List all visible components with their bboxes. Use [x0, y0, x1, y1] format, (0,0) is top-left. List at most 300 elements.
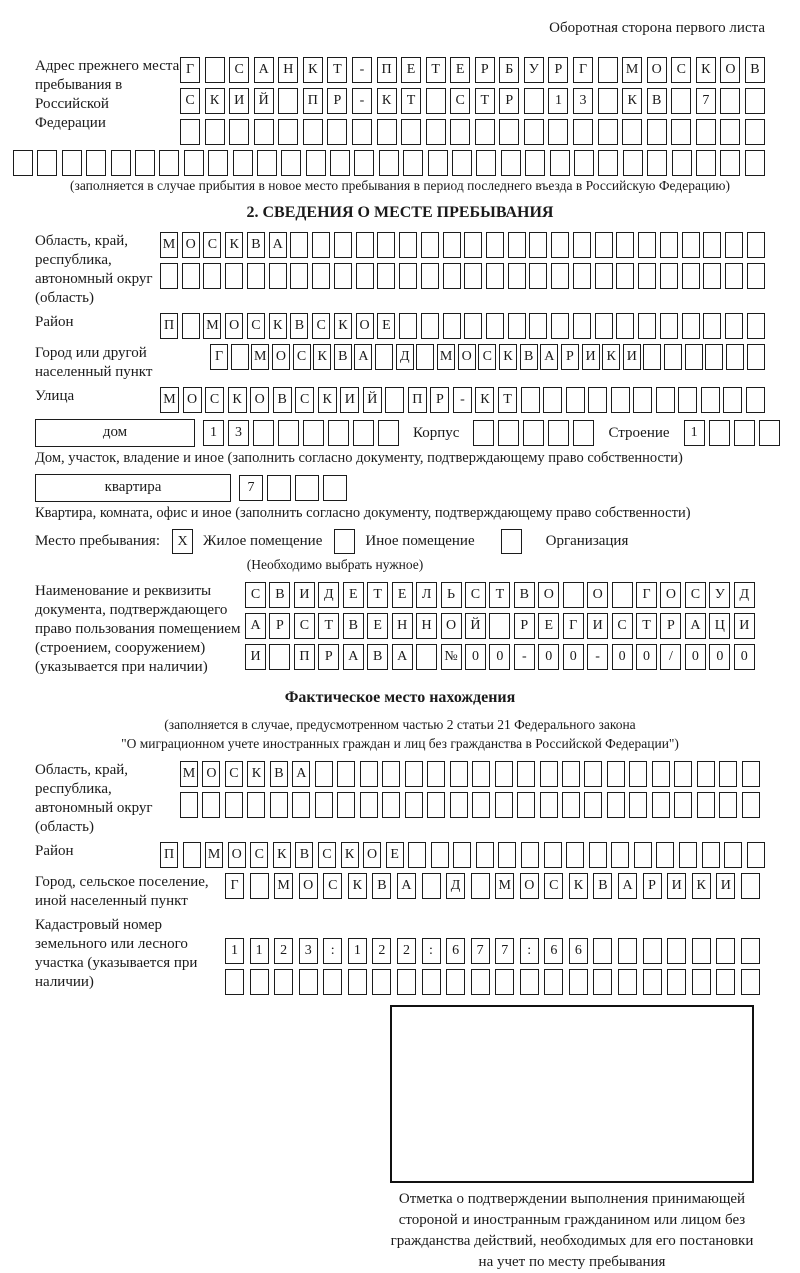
char-cell	[403, 150, 423, 176]
char-cell: А	[269, 232, 287, 258]
char-cell	[290, 232, 308, 258]
char-cell	[709, 420, 730, 446]
stay-type-label: Место пребывания:	[35, 533, 160, 549]
fact-note-1: (заполняется в случае, предусмотренном частью 2 статьи 21 Федерального закона	[164, 717, 636, 732]
char-cell	[523, 420, 544, 446]
doc-row-3	[245, 644, 755, 670]
char-cell: Б	[499, 57, 519, 83]
stay-type-line	[35, 529, 765, 554]
char-cell: К	[318, 387, 337, 413]
char-cell: К	[303, 57, 323, 83]
char-cell	[421, 232, 439, 258]
char-cell	[379, 150, 399, 176]
char-cell: 0	[636, 644, 657, 670]
char-cell	[611, 842, 629, 868]
char-cell	[353, 420, 374, 446]
char-cell	[692, 938, 711, 964]
char-cell	[247, 792, 265, 818]
doc-block	[35, 582, 765, 677]
char-cell	[475, 119, 495, 145]
char-cell: М	[160, 387, 179, 413]
doc-rows	[245, 582, 755, 670]
char-cell: Е	[401, 57, 421, 83]
char-cell: Т	[426, 57, 446, 83]
char-cell	[416, 644, 437, 670]
char-cell: 6	[569, 938, 588, 964]
char-cell	[551, 232, 569, 258]
char-cell: Т	[489, 582, 510, 608]
char-cell	[472, 761, 490, 787]
char-cell	[205, 57, 225, 83]
char-cell: Е	[367, 613, 388, 639]
char-cell: М	[274, 873, 293, 899]
checkbox-inoe	[334, 529, 355, 554]
back-side-note: Оборотная сторона первого листа	[549, 20, 765, 36]
char-cell	[180, 792, 198, 818]
char-cell	[696, 119, 716, 145]
char-cell: В	[273, 387, 292, 413]
char-cell: В	[334, 344, 352, 370]
char-cell	[159, 150, 179, 176]
char-cell: Й	[363, 387, 382, 413]
korpus-label: Корпус	[413, 424, 460, 441]
char-cell	[472, 792, 490, 818]
char-cell	[521, 387, 540, 413]
char-cell	[292, 792, 310, 818]
fact-title: Фактическое место нахождения	[284, 689, 516, 706]
char-cell	[405, 792, 423, 818]
char-cell	[408, 842, 426, 868]
char-cell	[652, 761, 670, 787]
char-cell	[544, 969, 563, 995]
char-cell: К	[228, 387, 247, 413]
char-cell: А	[245, 613, 266, 639]
char-cell: В	[514, 582, 535, 608]
char-cell	[741, 938, 760, 964]
char-cell	[716, 969, 735, 995]
char-cell: Д	[446, 873, 465, 899]
char-cell	[498, 420, 519, 446]
char-cell	[508, 232, 526, 258]
char-cell: И	[587, 613, 608, 639]
stroenie-label: Строение	[608, 424, 670, 441]
stroenie-cells	[684, 420, 780, 446]
char-cell: П	[160, 842, 178, 868]
char-cell	[679, 842, 697, 868]
char-cell	[734, 420, 755, 446]
char-cell	[508, 263, 526, 289]
char-cell	[422, 873, 441, 899]
char-cell: О	[660, 582, 681, 608]
district-row	[160, 313, 765, 339]
district-block	[35, 313, 765, 339]
char-cell: В	[367, 644, 388, 670]
char-cell	[629, 792, 647, 818]
char-cell: В	[745, 57, 765, 83]
char-cell	[452, 150, 472, 176]
char-cell: В	[247, 232, 265, 258]
char-cell	[759, 420, 780, 446]
char-cell	[598, 57, 618, 83]
char-cell	[377, 263, 395, 289]
char-cell: В	[270, 761, 288, 787]
char-cell: Р	[514, 613, 535, 639]
char-cell	[529, 232, 547, 258]
char-cell	[203, 263, 221, 289]
checkbox-org	[501, 529, 522, 554]
stamp-area	[357, 1005, 787, 1273]
char-cell	[521, 842, 539, 868]
street-label: Улица	[35, 388, 75, 404]
street-row	[160, 387, 765, 413]
char-cell	[720, 119, 740, 145]
char-cell	[629, 761, 647, 787]
prev-address-block	[35, 57, 765, 145]
char-cell	[377, 232, 395, 258]
char-cell: О	[225, 313, 243, 339]
char-cell	[334, 232, 352, 258]
char-cell	[421, 263, 439, 289]
house-line	[35, 419, 765, 447]
char-cell	[678, 387, 697, 413]
char-cell	[697, 761, 715, 787]
char-cell	[607, 792, 625, 818]
char-cell	[573, 313, 591, 339]
char-cell: 1	[348, 938, 367, 964]
char-cell: :	[323, 938, 342, 964]
char-cell	[431, 842, 449, 868]
char-cell	[182, 263, 200, 289]
char-cell	[573, 263, 591, 289]
char-cell	[281, 150, 301, 176]
char-cell: Е	[538, 613, 559, 639]
char-cell: К	[475, 387, 494, 413]
char-cell: И	[582, 344, 600, 370]
char-cell: М	[180, 761, 198, 787]
char-cell: Д	[396, 344, 414, 370]
char-cell: 2	[397, 938, 416, 964]
char-cell	[354, 150, 374, 176]
char-cell: С	[465, 582, 486, 608]
char-cell: С	[312, 313, 330, 339]
char-cell	[253, 420, 274, 446]
char-cell: 1	[203, 420, 224, 446]
char-cell: К	[334, 313, 352, 339]
char-cell	[270, 792, 288, 818]
char-cell: К	[313, 344, 331, 370]
char-cell	[486, 232, 504, 258]
city-label: Город или другой населенный пункт	[35, 345, 153, 380]
char-cell: Р	[548, 57, 568, 83]
char-cell	[719, 761, 737, 787]
char-cell	[356, 263, 374, 289]
char-cell	[62, 150, 82, 176]
char-cell	[427, 792, 445, 818]
char-cell: К	[341, 842, 359, 868]
char-cell	[401, 119, 421, 145]
char-cell	[647, 119, 667, 145]
option-org-label: Организация	[545, 533, 629, 549]
char-cell	[593, 969, 612, 995]
char-cell: С	[544, 873, 563, 899]
char-cell	[616, 263, 634, 289]
char-cell	[634, 842, 652, 868]
char-cell: Н	[392, 613, 413, 639]
region-row-2	[160, 263, 765, 289]
stamp-caption-line-2: стороной и иностранным гражданином или лицом без	[398, 1212, 746, 1228]
char-cell	[303, 420, 324, 446]
char-cell	[254, 119, 274, 145]
char-cell	[723, 387, 742, 413]
char-cell: И	[667, 873, 686, 899]
char-cell	[589, 842, 607, 868]
char-cell: А	[343, 644, 364, 670]
char-cell	[543, 387, 562, 413]
char-cell: -	[352, 88, 372, 114]
char-cell: С	[294, 613, 315, 639]
char-cell	[705, 344, 723, 370]
char-cell: О	[538, 582, 559, 608]
char-cell	[183, 842, 201, 868]
char-cell: С	[612, 613, 633, 639]
char-cell	[719, 792, 737, 818]
char-cell	[643, 938, 662, 964]
char-cell	[426, 119, 446, 145]
fact-city-label: Город, сельское поселение, иной населенный пункт	[35, 874, 209, 909]
fact-city-row	[225, 873, 760, 899]
char-cell: И	[245, 644, 266, 670]
prev-address-row-4	[13, 150, 765, 176]
char-cell	[352, 119, 372, 145]
char-cell: И	[623, 344, 641, 370]
char-cell	[569, 969, 588, 995]
char-cell: /	[660, 644, 681, 670]
char-cell	[638, 263, 656, 289]
char-cell: Й	[465, 613, 486, 639]
char-cell	[697, 792, 715, 818]
char-cell: -	[352, 57, 372, 83]
char-cell: И	[716, 873, 735, 899]
char-cell: Р	[561, 344, 579, 370]
char-cell	[741, 969, 760, 995]
char-cell: С	[323, 873, 342, 899]
char-cell	[426, 88, 446, 114]
char-cell: М	[495, 873, 514, 899]
char-cell	[720, 88, 740, 114]
char-cell	[593, 938, 612, 964]
char-cell	[573, 420, 594, 446]
char-cell	[416, 344, 434, 370]
char-cell: 7	[471, 938, 490, 964]
char-cell	[720, 150, 740, 176]
char-cell	[13, 150, 33, 176]
char-cell: У	[709, 582, 730, 608]
fact-region-rows	[180, 761, 760, 818]
char-cell	[453, 842, 471, 868]
char-cell	[278, 420, 299, 446]
char-cell: О	[356, 313, 374, 339]
char-cell	[306, 150, 326, 176]
char-cell: С	[671, 57, 691, 83]
char-cell	[499, 119, 519, 145]
checkbox-zhiloe: X	[172, 529, 193, 554]
char-cell: 1	[684, 420, 705, 446]
char-cell: Г	[225, 873, 244, 899]
char-cell	[421, 313, 439, 339]
char-cell	[278, 119, 298, 145]
char-cell: С	[293, 344, 311, 370]
char-cell	[672, 150, 692, 176]
char-cell	[573, 119, 593, 145]
char-cell	[566, 387, 585, 413]
char-cell	[337, 761, 355, 787]
char-cell	[674, 761, 692, 787]
char-cell: С	[180, 88, 200, 114]
char-cell: Р	[499, 88, 519, 114]
cadastral-rows	[225, 938, 760, 995]
char-cell	[517, 792, 535, 818]
char-cell	[574, 150, 594, 176]
char-cell	[315, 761, 333, 787]
char-cell	[682, 313, 700, 339]
char-cell: А	[618, 873, 637, 899]
char-cell: Р	[269, 613, 290, 639]
char-cell: Р	[318, 644, 339, 670]
char-cell	[303, 119, 323, 145]
char-cell	[660, 232, 678, 258]
flat-box: квартира	[35, 474, 231, 502]
char-cell: П	[408, 387, 427, 413]
char-cell: В	[372, 873, 391, 899]
char-cell: М	[205, 842, 223, 868]
char-cell	[660, 263, 678, 289]
char-cell: К	[205, 88, 225, 114]
char-cell	[692, 969, 711, 995]
char-cell: 0	[465, 644, 486, 670]
char-cell	[725, 263, 743, 289]
char-cell	[323, 969, 342, 995]
region-rows	[160, 232, 765, 289]
char-cell: С	[478, 344, 496, 370]
cadastral-label: Кадастровый номер земельного или лесного участка (указывается при наличии)	[35, 917, 198, 990]
char-cell	[312, 263, 330, 289]
char-cell	[111, 150, 131, 176]
char-cell	[551, 263, 569, 289]
char-cell: -	[453, 387, 472, 413]
char-cell	[348, 969, 367, 995]
char-cell	[703, 313, 721, 339]
char-cell: К	[273, 842, 291, 868]
prev-address-row-2	[180, 88, 765, 114]
char-cell: Д	[734, 582, 755, 608]
char-cell: 2	[274, 938, 293, 964]
char-cell	[464, 263, 482, 289]
char-cell	[745, 88, 765, 114]
char-cell: 2	[372, 938, 391, 964]
char-cell	[231, 344, 249, 370]
char-cell	[337, 792, 355, 818]
char-cell	[623, 150, 643, 176]
char-cell: Л	[416, 582, 437, 608]
char-cell	[671, 88, 691, 114]
char-cell	[584, 792, 602, 818]
char-cell	[702, 842, 720, 868]
char-cell: А	[540, 344, 558, 370]
char-cell: О	[520, 873, 539, 899]
char-cell	[618, 969, 637, 995]
char-cell	[595, 232, 613, 258]
char-cell	[701, 387, 720, 413]
char-cell: 1	[250, 938, 269, 964]
char-cell	[378, 420, 399, 446]
char-cell	[652, 792, 670, 818]
char-cell: 0	[709, 644, 730, 670]
char-cell	[323, 475, 347, 501]
char-cell: К	[269, 313, 287, 339]
stamp-caption-line-3: гражданства действий, необходимых для его постановки	[390, 1233, 754, 1249]
char-cell: У	[524, 57, 544, 83]
char-cell: И	[229, 88, 249, 114]
char-cell: А	[685, 613, 706, 639]
char-cell	[616, 232, 634, 258]
char-cell: 0	[538, 644, 559, 670]
doc-label: Наименование и реквизиты документа, подтверждающего право пользования помещением (строением, сооружением) (указывается при наличии)	[35, 583, 241, 675]
char-cell: К	[225, 232, 243, 258]
char-cell: С	[203, 232, 221, 258]
char-cell: К	[348, 873, 367, 899]
char-cell	[464, 232, 482, 258]
char-cell	[745, 150, 765, 176]
char-cell	[524, 88, 544, 114]
char-cell	[399, 263, 417, 289]
fact-district-row	[160, 842, 765, 868]
char-cell: Р	[643, 873, 662, 899]
char-cell: Т	[318, 613, 339, 639]
char-cell	[524, 119, 544, 145]
char-cell	[725, 313, 743, 339]
char-cell	[517, 761, 535, 787]
char-cell: О	[182, 232, 200, 258]
char-cell: Н	[278, 57, 298, 83]
char-cell	[450, 119, 470, 145]
char-cell	[182, 313, 200, 339]
char-cell: М	[437, 344, 455, 370]
char-cell: Г	[573, 57, 593, 83]
char-cell	[607, 761, 625, 787]
char-cell	[443, 263, 461, 289]
flat-caption: Квартира, комната, офис и иное (заполнить согласно документу, подтверждающему право собственности)	[35, 505, 691, 521]
char-cell: №	[441, 644, 462, 670]
char-cell: К	[692, 873, 711, 899]
char-cell: Т	[498, 387, 517, 413]
char-cell: Е	[392, 582, 413, 608]
char-cell: Т	[367, 582, 388, 608]
char-cell	[37, 150, 57, 176]
char-cell: С	[205, 387, 224, 413]
char-cell	[269, 644, 290, 670]
char-cell	[330, 150, 350, 176]
korpus-cells	[473, 420, 594, 446]
char-cell	[377, 119, 397, 145]
char-cell: К	[602, 344, 620, 370]
char-cell	[247, 263, 265, 289]
char-cell	[184, 150, 204, 176]
char-cell	[443, 232, 461, 258]
char-cell: Р	[327, 88, 347, 114]
char-cell: В	[295, 842, 313, 868]
char-cell	[334, 263, 352, 289]
char-cell	[703, 263, 721, 289]
